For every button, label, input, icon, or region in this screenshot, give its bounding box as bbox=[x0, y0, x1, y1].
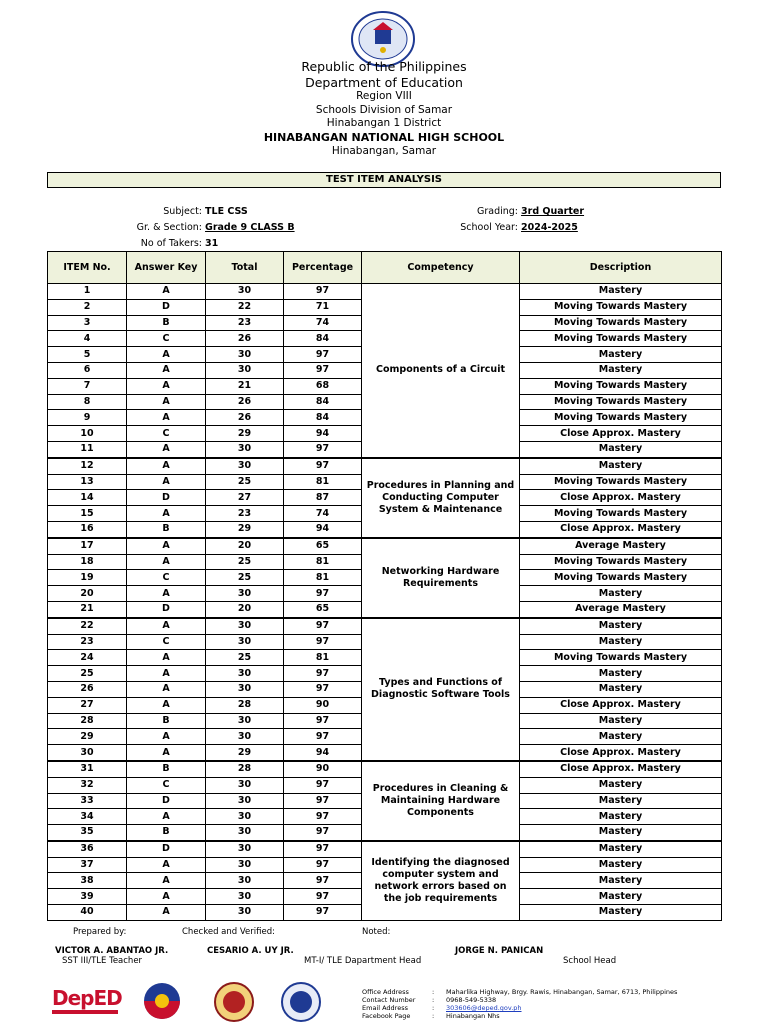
item-analysis-table bbox=[47, 251, 722, 921]
total-cell: 22 bbox=[206, 299, 284, 315]
section-label: Gr. & Section: bbox=[136, 222, 202, 233]
item-number-cell: 1 bbox=[48, 284, 127, 300]
answer-key-cell: A bbox=[127, 362, 206, 378]
table-row bbox=[48, 761, 722, 777]
percentage-cell: 71 bbox=[284, 299, 362, 315]
footer-contact: Office Address : Maharlika Highway, Brgy. Rawis, Hinabangan, Samar, 6713, Philippines Contact Number : 0968-549-5338 Email Address : 303606@deped.gov.ph Facebook Page : Hinabangan Nhs bbox=[362, 988, 678, 1020]
percentage-cell: 97 bbox=[284, 362, 362, 378]
answer-key-cell: A bbox=[127, 474, 206, 490]
percentage-cell: 90 bbox=[284, 697, 362, 713]
checked-name: CESARIO A. UY JR. bbox=[207, 946, 294, 956]
description-cell: Moving Towards Mastery bbox=[520, 299, 722, 315]
item-number-cell: 16 bbox=[48, 521, 127, 537]
answer-key-cell: A bbox=[127, 666, 206, 682]
percentage-cell: 97 bbox=[284, 857, 362, 873]
header-location: Hinabangan, Samar bbox=[331, 145, 437, 157]
total-cell: 30 bbox=[206, 825, 284, 841]
answer-key-cell: B bbox=[127, 825, 206, 841]
answer-key-cell: A bbox=[127, 586, 206, 602]
percentage-cell: 68 bbox=[284, 378, 362, 394]
item-number-cell: 23 bbox=[48, 634, 127, 650]
item-number-cell: 40 bbox=[48, 905, 127, 921]
answer-key-cell: A bbox=[127, 745, 206, 761]
table-row bbox=[48, 284, 722, 300]
total-cell: 29 bbox=[206, 521, 284, 537]
item-number-cell: 32 bbox=[48, 777, 127, 793]
answer-key-cell: C bbox=[127, 777, 206, 793]
percentage-cell: 97 bbox=[284, 777, 362, 793]
total-cell: 30 bbox=[206, 793, 284, 809]
item-number-cell: 27 bbox=[48, 697, 127, 713]
percentage-cell: 97 bbox=[284, 889, 362, 905]
total-cell: 30 bbox=[206, 889, 284, 905]
item-number-cell: 12 bbox=[48, 458, 127, 474]
takers-row bbox=[100, 238, 400, 249]
percentage-cell: 97 bbox=[284, 666, 362, 682]
grading-value: 3rd Quarter bbox=[521, 206, 585, 217]
deped-logo-underline bbox=[52, 1010, 118, 1014]
description-cell: Mastery bbox=[520, 793, 722, 809]
description-cell: Moving Towards Mastery bbox=[520, 394, 722, 410]
subject-value: TLE CSS bbox=[205, 206, 248, 217]
deped-logo-text: DepED bbox=[52, 986, 122, 1010]
item-number-cell: 3 bbox=[48, 315, 127, 331]
item-number-cell: 11 bbox=[48, 441, 127, 457]
description-cell: Moving Towards Mastery bbox=[520, 474, 722, 490]
answer-key-cell: A bbox=[127, 378, 206, 394]
email-link[interactable]: 303606@deped.gov.ph bbox=[446, 1004, 522, 1012]
description-cell: Mastery bbox=[520, 713, 722, 729]
total-cell: 30 bbox=[206, 634, 284, 650]
header-republic: Republic of the Philippines bbox=[301, 59, 467, 74]
description-cell: Mastery bbox=[520, 347, 722, 363]
total-cell: 25 bbox=[206, 554, 284, 570]
answer-key-cell: A bbox=[127, 729, 206, 745]
table-row bbox=[48, 458, 722, 474]
percentage-cell: 65 bbox=[284, 538, 362, 554]
total-cell: 23 bbox=[206, 506, 284, 522]
description-cell: Close Approx. Mastery bbox=[520, 521, 722, 537]
description-cell: Mastery bbox=[520, 825, 722, 841]
noted-title: School Head bbox=[563, 956, 617, 966]
bagong-pilipinas-logo bbox=[135, 982, 190, 1020]
grading-label: Grading: bbox=[476, 206, 518, 217]
answer-key-cell: A bbox=[127, 284, 206, 300]
competency-cell: Components of a Circuit bbox=[362, 284, 520, 458]
item-number-cell: 24 bbox=[48, 650, 127, 666]
table-header-row bbox=[48, 252, 722, 284]
item-number-cell: 10 bbox=[48, 426, 127, 442]
grading-row bbox=[430, 206, 680, 217]
table-body bbox=[48, 284, 722, 921]
percentage-cell: 97 bbox=[284, 586, 362, 602]
answer-key-cell: B bbox=[127, 713, 206, 729]
description-cell: Mastery bbox=[520, 809, 722, 825]
section-row bbox=[100, 222, 400, 233]
checked-label: Checked and Verified: bbox=[182, 927, 275, 937]
item-number-cell: 33 bbox=[48, 793, 127, 809]
competency-cell: Procedures in Cleaning & Maintaining Hardware Components bbox=[362, 761, 520, 841]
description-cell: Mastery bbox=[520, 841, 722, 857]
total-cell: 29 bbox=[206, 426, 284, 442]
item-number-cell: 22 bbox=[48, 618, 127, 634]
header-division: Schools Division of Samar bbox=[315, 104, 453, 116]
item-number-cell: 37 bbox=[48, 857, 127, 873]
total-cell: 30 bbox=[206, 777, 284, 793]
description-cell: Close Approx. Mastery bbox=[520, 697, 722, 713]
description-cell: Mastery bbox=[520, 777, 722, 793]
answer-key-cell: C bbox=[127, 634, 206, 650]
percentage-cell: 65 bbox=[284, 601, 362, 617]
percentage-cell: 97 bbox=[284, 681, 362, 697]
answer-key-cell: D bbox=[127, 841, 206, 857]
competency-cell: Identifying the diagnosed computer system and network errors based on the job requirements bbox=[362, 841, 520, 920]
answer-key-cell: D bbox=[127, 299, 206, 315]
description-cell: Mastery bbox=[520, 586, 722, 602]
percentage-cell: 94 bbox=[284, 426, 362, 442]
answer-key-cell: A bbox=[127, 410, 206, 426]
column-header: ITEM No. bbox=[48, 252, 127, 284]
answer-key-cell: A bbox=[127, 506, 206, 522]
answer-key-cell: D bbox=[127, 490, 206, 506]
description-cell: Mastery bbox=[520, 362, 722, 378]
answer-key-cell: A bbox=[127, 650, 206, 666]
item-number-cell: 8 bbox=[48, 394, 127, 410]
table-row bbox=[48, 538, 722, 554]
percentage-cell: 81 bbox=[284, 474, 362, 490]
percentage-cell: 97 bbox=[284, 825, 362, 841]
takers-value: 31 bbox=[205, 238, 219, 249]
description-cell: Mastery bbox=[520, 284, 722, 300]
description-cell: Mastery bbox=[520, 889, 722, 905]
percentage-cell: 97 bbox=[284, 873, 362, 889]
description-cell: Average Mastery bbox=[520, 538, 722, 554]
total-cell: 30 bbox=[206, 618, 284, 634]
item-number-cell: 6 bbox=[48, 362, 127, 378]
percentage-cell: 90 bbox=[284, 761, 362, 777]
answer-key-cell: D bbox=[127, 793, 206, 809]
item-number-cell: 15 bbox=[48, 506, 127, 522]
percentage-cell: 97 bbox=[284, 905, 362, 921]
percentage-cell: 97 bbox=[284, 284, 362, 300]
answer-key-cell: A bbox=[127, 905, 206, 921]
answer-key-cell: A bbox=[127, 618, 206, 634]
percentage-cell: 87 bbox=[284, 490, 362, 506]
percentage-cell: 81 bbox=[284, 554, 362, 570]
percentage-cell: 74 bbox=[284, 315, 362, 331]
description-cell: Moving Towards Mastery bbox=[520, 506, 722, 522]
description-cell: Mastery bbox=[520, 618, 722, 634]
total-cell: 30 bbox=[206, 713, 284, 729]
contact-value: 0968-549-5338 bbox=[446, 996, 497, 1004]
description-cell: Mastery bbox=[520, 441, 722, 457]
description-cell: Mastery bbox=[520, 729, 722, 745]
total-cell: 26 bbox=[206, 410, 284, 426]
total-cell: 29 bbox=[206, 745, 284, 761]
percentage-cell: 97 bbox=[284, 634, 362, 650]
school-year-row bbox=[430, 222, 680, 233]
contact-label: Contact Number bbox=[362, 996, 416, 1004]
item-number-cell: 17 bbox=[48, 538, 127, 554]
total-cell: 30 bbox=[206, 362, 284, 378]
answer-key-cell: A bbox=[127, 347, 206, 363]
header-department: Department of Education bbox=[305, 75, 463, 90]
item-number-cell: 20 bbox=[48, 586, 127, 602]
total-cell: 30 bbox=[206, 857, 284, 873]
answer-key-cell: A bbox=[127, 441, 206, 457]
item-number-cell: 25 bbox=[48, 666, 127, 682]
percentage-cell: 94 bbox=[284, 521, 362, 537]
item-number-cell: 2 bbox=[48, 299, 127, 315]
item-number-cell: 9 bbox=[48, 410, 127, 426]
answer-key-cell: A bbox=[127, 681, 206, 697]
description-cell: Mastery bbox=[520, 905, 722, 921]
total-cell: 30 bbox=[206, 586, 284, 602]
total-cell: 30 bbox=[206, 666, 284, 682]
answer-key-cell: A bbox=[127, 809, 206, 825]
subject-label: Subject: bbox=[163, 206, 202, 217]
total-cell: 30 bbox=[206, 809, 284, 825]
total-cell: 30 bbox=[206, 729, 284, 745]
answer-key-cell: A bbox=[127, 697, 206, 713]
description-cell: Mastery bbox=[520, 458, 722, 474]
total-cell: 28 bbox=[206, 761, 284, 777]
answer-key-cell: C bbox=[127, 331, 206, 347]
item-number-cell: 36 bbox=[48, 841, 127, 857]
column-header: Total bbox=[206, 252, 284, 284]
description-cell: Moving Towards Mastery bbox=[520, 331, 722, 347]
school-year-label: School Year: bbox=[460, 222, 518, 233]
total-cell: 30 bbox=[206, 841, 284, 857]
answer-key-cell: A bbox=[127, 857, 206, 873]
percentage-cell: 84 bbox=[284, 410, 362, 426]
item-number-cell: 5 bbox=[48, 347, 127, 363]
item-number-cell: 4 bbox=[48, 331, 127, 347]
header-region: Region VIII bbox=[356, 90, 412, 102]
office-label: Office Address bbox=[362, 988, 409, 996]
subject-row bbox=[100, 206, 400, 217]
total-cell: 30 bbox=[206, 441, 284, 457]
description-cell: Close Approx. Mastery bbox=[520, 761, 722, 777]
email-label: Email Address bbox=[362, 1004, 408, 1012]
total-cell: 30 bbox=[206, 905, 284, 921]
percentage-cell: 97 bbox=[284, 458, 362, 474]
total-cell: 21 bbox=[206, 378, 284, 394]
percentage-cell: 97 bbox=[284, 618, 362, 634]
percentage-cell: 97 bbox=[284, 441, 362, 457]
description-cell: Moving Towards Mastery bbox=[520, 315, 722, 331]
total-cell: 30 bbox=[206, 873, 284, 889]
division-seal-icon bbox=[205, 982, 263, 1022]
total-cell: 30 bbox=[206, 284, 284, 300]
total-cell: 30 bbox=[206, 458, 284, 474]
deped-logo bbox=[52, 986, 122, 1010]
item-number-cell: 30 bbox=[48, 745, 127, 761]
item-number-cell: 35 bbox=[48, 825, 127, 841]
total-cell: 30 bbox=[206, 347, 284, 363]
answer-key-cell: A bbox=[127, 554, 206, 570]
answer-key-cell: B bbox=[127, 761, 206, 777]
total-cell: 20 bbox=[206, 601, 284, 617]
description-cell: Moving Towards Mastery bbox=[520, 378, 722, 394]
description-cell: Mastery bbox=[520, 666, 722, 682]
total-cell: 20 bbox=[206, 538, 284, 554]
item-number-cell: 31 bbox=[48, 761, 127, 777]
answer-key-cell: A bbox=[127, 394, 206, 410]
column-header: Answer Key bbox=[127, 252, 206, 284]
column-header: Competency bbox=[362, 252, 520, 284]
answer-key-cell: A bbox=[127, 873, 206, 889]
item-number-cell: 19 bbox=[48, 570, 127, 586]
takers-label: No of Takers: bbox=[140, 238, 202, 249]
total-cell: 26 bbox=[206, 331, 284, 347]
description-cell: Moving Towards Mastery bbox=[520, 650, 722, 666]
header-district: Hinabangan 1 District bbox=[326, 117, 442, 129]
answer-key-cell: A bbox=[127, 889, 206, 905]
noted-label: Noted: bbox=[362, 927, 391, 937]
description-cell: Average Mastery bbox=[520, 601, 722, 617]
item-number-cell: 7 bbox=[48, 378, 127, 394]
description-cell: Mastery bbox=[520, 634, 722, 650]
prepared-label: Prepared by: bbox=[73, 927, 127, 937]
facebook-value: Hinabangan Nhs bbox=[446, 1012, 500, 1020]
item-number-cell: 14 bbox=[48, 490, 127, 506]
answer-key-cell: B bbox=[127, 521, 206, 537]
percentage-cell: 97 bbox=[284, 729, 362, 745]
total-cell: 28 bbox=[206, 697, 284, 713]
percentage-cell: 84 bbox=[284, 331, 362, 347]
column-header: Description bbox=[520, 252, 722, 284]
percentage-cell: 97 bbox=[284, 347, 362, 363]
facebook-label: Facebook Page bbox=[362, 1012, 411, 1020]
item-number-cell: 13 bbox=[48, 474, 127, 490]
competency-cell: Types and Functions of Diagnostic Software Tools bbox=[362, 618, 520, 761]
total-cell: 27 bbox=[206, 490, 284, 506]
section-value: Grade 9 CLASS B bbox=[205, 222, 295, 233]
prepared-name: VICTOR A. ABANTAO JR. bbox=[55, 946, 169, 956]
total-cell: 25 bbox=[206, 474, 284, 490]
description-cell: Moving Towards Mastery bbox=[520, 570, 722, 586]
header-school: HINABANGAN NATIONAL HIGH SCHOOL bbox=[263, 131, 505, 144]
total-cell: 30 bbox=[206, 681, 284, 697]
answer-key-cell: A bbox=[127, 458, 206, 474]
description-cell: Close Approx. Mastery bbox=[520, 745, 722, 761]
total-cell: 25 bbox=[206, 570, 284, 586]
description-cell: Mastery bbox=[520, 873, 722, 889]
item-number-cell: 18 bbox=[48, 554, 127, 570]
answer-key-cell: B bbox=[127, 315, 206, 331]
office-value: Maharlika Highway, Brgy. Rawis, Hinabangan, Samar, 6713, Philippines bbox=[446, 988, 678, 996]
answer-key-cell: C bbox=[127, 426, 206, 442]
table-row bbox=[48, 618, 722, 634]
column-header: Percentage bbox=[284, 252, 362, 284]
table-row bbox=[48, 841, 722, 857]
percentage-cell: 97 bbox=[284, 809, 362, 825]
percentage-cell: 74 bbox=[284, 506, 362, 522]
percentage-cell: 97 bbox=[284, 793, 362, 809]
percentage-cell: 81 bbox=[284, 650, 362, 666]
school-year-value: 2024-2025 bbox=[521, 222, 578, 233]
total-cell: 25 bbox=[206, 650, 284, 666]
description-cell: Close Approx. Mastery bbox=[520, 426, 722, 442]
competency-cell: Networking Hardware Requirements bbox=[362, 538, 520, 618]
document-title: TEST ITEM ANALYSIS bbox=[47, 172, 721, 188]
item-number-cell: 21 bbox=[48, 601, 127, 617]
description-cell: Moving Towards Mastery bbox=[520, 410, 722, 426]
item-number-cell: 29 bbox=[48, 729, 127, 745]
checked-title: MT-I/ TLE Dapartment Head bbox=[304, 956, 422, 966]
total-cell: 26 bbox=[206, 394, 284, 410]
description-cell: Mastery bbox=[520, 857, 722, 873]
description-cell: Close Approx. Mastery bbox=[520, 490, 722, 506]
percentage-cell: 81 bbox=[284, 570, 362, 586]
school-seal-icon bbox=[272, 982, 330, 1022]
percentage-cell: 97 bbox=[284, 713, 362, 729]
item-number-cell: 38 bbox=[48, 873, 127, 889]
total-cell: 23 bbox=[206, 315, 284, 331]
item-number-cell: 34 bbox=[48, 809, 127, 825]
item-number-cell: 28 bbox=[48, 713, 127, 729]
percentage-cell: 94 bbox=[284, 745, 362, 761]
competency-cell: Procedures in Planning and Conducting Computer System & Maintenance bbox=[362, 458, 520, 538]
description-cell: Moving Towards Mastery bbox=[520, 554, 722, 570]
percentage-cell: 84 bbox=[284, 394, 362, 410]
item-number-cell: 39 bbox=[48, 889, 127, 905]
noted-name: JORGE N. PANICAN bbox=[455, 946, 544, 956]
item-number-cell: 26 bbox=[48, 681, 127, 697]
prepared-title: SST III/TLE Teacher bbox=[62, 956, 143, 966]
percentage-cell: 97 bbox=[284, 841, 362, 857]
answer-key-cell: D bbox=[127, 601, 206, 617]
description-cell: Mastery bbox=[520, 681, 722, 697]
answer-key-cell: A bbox=[127, 538, 206, 554]
answer-key-cell: C bbox=[127, 570, 206, 586]
